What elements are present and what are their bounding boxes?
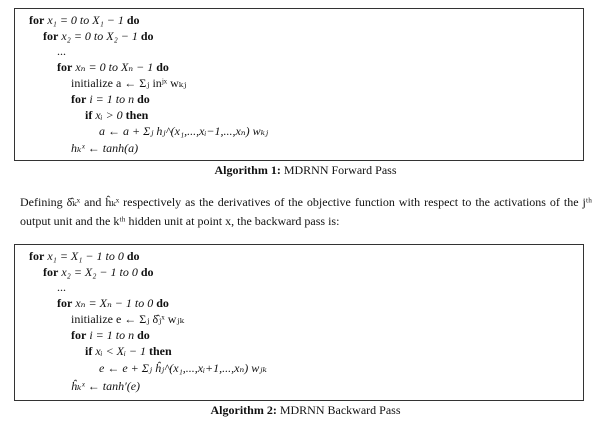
keyword: for <box>29 249 45 263</box>
keyword: do <box>137 328 150 342</box>
alg2-line-1 <box>29 249 140 264</box>
caption-label: Algorithm 2: <box>210 403 277 417</box>
ellipsis: ... <box>57 44 66 58</box>
alg1-line-9 <box>71 141 138 156</box>
keyword: for <box>71 328 87 342</box>
expression: i = 1 to n <box>89 328 135 342</box>
alg1-line-7 <box>85 108 148 123</box>
keyword: do <box>126 13 140 27</box>
keyword: for <box>43 29 59 43</box>
keyword: do <box>156 296 169 310</box>
keyword: do <box>140 29 154 43</box>
expression: x₁ = 0 to X₁ − 1 <box>47 13 124 27</box>
keyword: for <box>71 92 87 106</box>
expression: xₙ = Xₙ − 1 to 0 <box>75 296 154 310</box>
alg2-line-3 <box>57 280 66 295</box>
keyword: for <box>57 60 73 74</box>
alg1-line-1 <box>29 13 140 28</box>
alg2-line-2 <box>43 265 154 280</box>
expression: xₙ = 0 to Xₙ − 1 <box>75 60 154 74</box>
keyword: do <box>126 249 140 263</box>
keyword: for <box>57 296 73 310</box>
alg2-line-5 <box>71 312 184 327</box>
caption-text: MDRNN Forward Pass <box>283 163 397 177</box>
keyword: for <box>29 13 45 27</box>
caption-text: MDRNN Backward Pass <box>279 403 401 417</box>
ellipsis: ... <box>57 280 66 294</box>
expression: a ← a + Σⱼ hⱼ^(x₁,...,xᵢ−1,...,xₙ) wₖⱼ <box>99 124 269 138</box>
caption-label: Algorithm 1: <box>214 163 281 177</box>
expression: x₁ = X₁ − 1 to 0 <box>47 249 124 263</box>
body-paragraph: Defining δ̂ₖˣ and ĥₖˣ respectively as the derivatives of the objective function with respect to the activations of the jᵗʰ output unit and the kᵗʰ hidden unit at point x, the backward pass is: <box>20 195 592 228</box>
alg2-line-7 <box>85 344 172 359</box>
expression: x₂ = X₂ − 1 to 0 <box>61 265 138 279</box>
keyword: do <box>140 265 154 279</box>
algorithm-1-box <box>14 8 584 161</box>
keyword: if <box>85 344 93 358</box>
keyword: for <box>43 265 59 279</box>
alg2-line-9 <box>71 379 140 394</box>
expression: e ← e + Σⱼ ĥⱼ^(x₁,...,xᵢ+1,...,xₙ) wⱼₖ <box>99 361 267 375</box>
keyword: then <box>149 344 172 358</box>
alg2-line-4 <box>57 296 169 311</box>
expression: ĥₖˣ ← tanh′(e) <box>71 379 141 393</box>
alg1-line-5 <box>71 76 186 91</box>
alg2-line-6 <box>71 328 150 343</box>
expression: initialize a ← Σⱼ inʲˣ wₖⱼ <box>71 76 187 90</box>
alg1-line-6 <box>71 92 150 107</box>
expression: initialize e ← Σⱼ δ̂ⱼˣ wⱼₖ <box>71 312 184 326</box>
keyword: do <box>156 60 169 74</box>
alg2-line-8 <box>99 361 267 376</box>
keyword: do <box>137 92 150 106</box>
expression: hₖˣ ← tanh(a) <box>71 141 139 155</box>
alg1-line-4 <box>57 60 169 75</box>
expression: x₂ = 0 to X₂ − 1 <box>61 29 138 43</box>
expression: xᵢ < Xᵢ − 1 <box>95 344 146 358</box>
alg1-line-3 <box>57 44 66 59</box>
keyword: then <box>125 108 149 122</box>
algorithm-2-caption <box>0 403 611 418</box>
expression: xᵢ > 0 <box>95 108 123 122</box>
algorithm-2-box <box>14 244 584 401</box>
alg1-line-8 <box>99 124 268 139</box>
algorithm-1-caption <box>0 163 611 178</box>
expression: i = 1 to n <box>89 92 135 106</box>
keyword: if <box>85 108 93 122</box>
alg1-line-2 <box>43 29 154 44</box>
